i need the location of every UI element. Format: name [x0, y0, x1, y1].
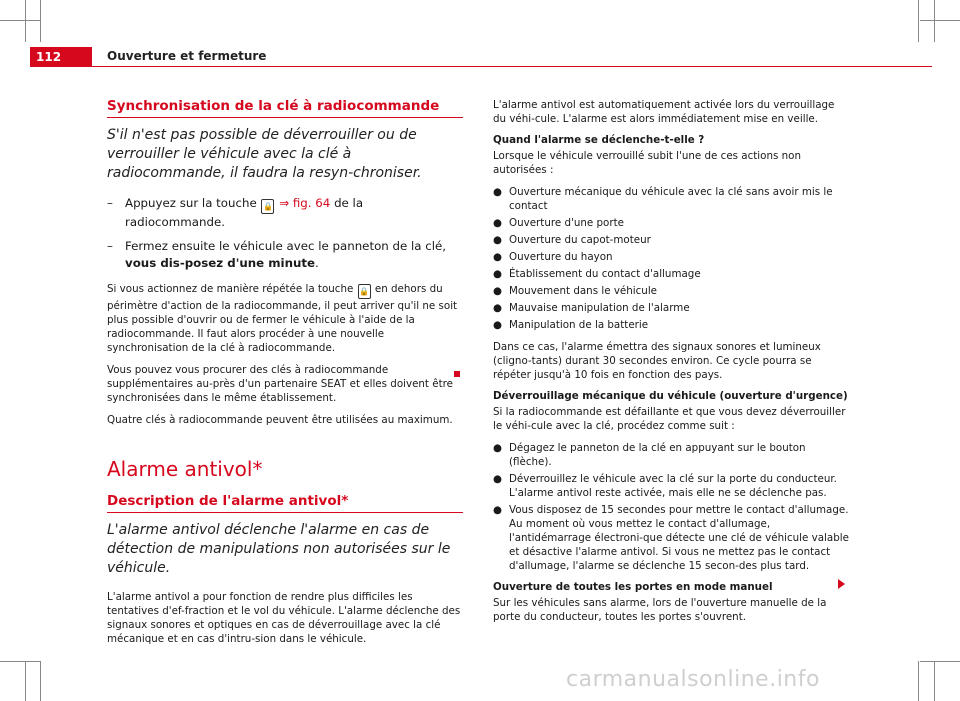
list-item-text: Déverrouillez le véhicule avec la clé sur la porte du conducteur. L'alarme antivol reste activée, mais elle ne se déclenche pas. [509, 473, 837, 499]
crop-mark [0, 20, 40, 21]
bullet-icon: ● [493, 473, 502, 485]
step-item [107, 238, 463, 272]
crop-mark [934, 661, 935, 701]
bullet-icon: ● [493, 302, 502, 314]
list-item [493, 441, 849, 469]
paragraph-part: Si vous actionnez de manière répétée la touche [107, 283, 354, 295]
crop-mark [920, 20, 960, 21]
list-item [493, 301, 849, 315]
step-text-part: Fermez ensuite le véhicule avec le panneton de la clé, [125, 239, 447, 253]
header-rule [92, 66, 932, 67]
right-column [493, 98, 849, 632]
bullet-icon: ● [493, 268, 502, 280]
step-text-part: . [315, 256, 319, 270]
list-item [493, 472, 849, 500]
paragraph: Quatre clés à radiocommande peuvent être utilisées au maximum. [107, 414, 453, 426]
list-item [493, 233, 849, 247]
list-item [493, 185, 849, 213]
list-item-text: Dégagez le panneton de la clé en appuyant sur le bouton (flèche). [509, 442, 806, 468]
paragraph [107, 282, 463, 355]
paragraph: Si la radiocommande est défaillante et que vous devez déverrouiller le véhi-cule avec la clé, procédez comme suit : [493, 406, 846, 432]
crop-mark [40, 0, 41, 42]
section-heading-sync: Synchronisation de la clé à radiocommande [107, 98, 463, 118]
bullet-icon: ● [493, 504, 502, 516]
paragraph: Dans ce cas, l'alarme émettra des signaux sonores et lumineux (cligno-tants) durant 30 secondes environ. Ce cycle pourra se répéter jusqu'à 10 fois en fonction des pays. [493, 341, 821, 381]
list-item-text: Ouverture du capot-moteur [509, 234, 651, 246]
subheading: Déverrouillage mécanique du véhicule (ouverture d'urgence) [493, 390, 848, 402]
lock-key-icon: 🔒 [358, 284, 371, 299]
page-header-title: Ouverture et fermeture [107, 49, 267, 63]
crop-mark [25, 0, 26, 42]
lock-key-icon: 🔒 [261, 199, 274, 214]
page-number: 112 [30, 47, 92, 67]
subheading: Quand l'alarme se déclenche-t-elle ? [493, 134, 705, 146]
list-item [493, 318, 849, 332]
watermark-text: carmanualsonline.info [566, 667, 820, 692]
crop-mark [934, 0, 935, 42]
step-text [125, 238, 463, 272]
left-column [107, 98, 463, 654]
crop-mark [918, 661, 919, 701]
paragraph: Vous pouvez vous procurer des clés à radiocommande supplémentaires au-près d'un partenaire SEAT et elles doivent être synchronisées dans le même établissement. [107, 364, 453, 404]
bullet-list [493, 185, 849, 332]
alarm-intro: L'alarme antivol déclenche l'alarme en cas de détection de manipulations non autorisées sur le véhicule. [107, 522, 451, 576]
bullet-icon: ● [493, 442, 502, 454]
bullet-icon: ● [493, 319, 502, 331]
step-text [125, 195, 463, 231]
crop-mark [920, 661, 960, 662]
list-item [493, 284, 849, 298]
paragraph: L'alarme antivol est automatiquement activée lors du verrouillage du véhi-cule. L'alarme est alors immédiatement mise en veille. [493, 99, 835, 125]
dash-marker: – [107, 196, 113, 210]
section-heading-alarm: Description de l'alarme antivol* [107, 493, 463, 513]
subheading: Ouverture de toutes les portes en mode manuel [493, 581, 773, 593]
list-item-text: Ouverture d'une porte [509, 217, 624, 229]
step-text-bold: vous dis-posez d'une minute [125, 256, 316, 270]
crop-mark [918, 0, 919, 42]
section-end-marker [454, 371, 460, 377]
list-item [493, 267, 849, 281]
paragraph-part: en dehors du périmètre d'action de la radiocommande, il peut arriver qu'il ne soit plus possible d'ouvrir ou de fermer le véhicule à l'aide de la radiocommande. Il faut alors procéder à une nouvelle synchronisation de la clé à radiocommande. [107, 283, 458, 354]
continue-arrow-icon [838, 579, 845, 589]
crop-mark [25, 661, 26, 701]
step-text-part: de la radiocommande. [125, 196, 364, 229]
list-item-text: Ouverture mécanique du véhicule avec la clé sans avoir mis le contact [509, 186, 833, 212]
bullet-icon: ● [493, 234, 502, 246]
bullet-icon: ● [493, 217, 502, 229]
step-text-part: Appuyez sur la touche [125, 196, 257, 210]
list-item-text: Mouvement dans le véhicule [509, 285, 658, 297]
bullet-icon: ● [493, 251, 502, 263]
list-item-text: Mauvaise manipulation de l'alarme [509, 302, 690, 314]
figure-reference-link[interactable]: ⇒ fig. 64 [279, 196, 331, 210]
list-item [493, 216, 849, 230]
paragraph: L'alarme antivol a pour fonction de rendre plus difficiles les tentatives d'ef-fraction et le vol du véhicule. L'alarme déclenche des signaux sonores et optiques en cas de déverrouillage avec la clé mécanique et en cas d'intru-sion dans le véhicule. [107, 591, 461, 645]
crop-mark [40, 661, 41, 701]
dash-marker: – [107, 239, 113, 253]
paragraph: Sur les véhicules sans alarme, lors de l'ouverture manuelle de la porte du conducteur, toutes les portes s'ouvrent. [493, 597, 827, 623]
bullet-list [493, 441, 849, 573]
bullet-icon: ● [493, 285, 502, 297]
list-item [493, 250, 849, 264]
chapter-title-alarm: Alarme antivol* [107, 457, 263, 481]
sync-intro: S'il n'est pas possible de déverrouiller ou de verrouiller le véhicule avec la clé à radiocommande, il faudra la resyn-chroniser. [107, 127, 422, 181]
bullet-icon: ● [493, 186, 502, 198]
list-item-text: Manipulation de la batterie [509, 319, 649, 331]
list-item-text: Ouverture du hayon [509, 251, 613, 263]
list-item-text: Vous disposez de 15 secondes pour mettre le contact d'allumage. Au moment où vous mettez le contact d'allumage, l'antidémarrage électroni-que détecte une clé de véhicule valable et désactive l'alarme antivol. Si vous ne mettez pas le contact d'allumage, l'alarme se déclenche 15 secon-des plus tard. [509, 504, 849, 572]
paragraph: Lorsque le véhicule verrouillé subit l'une de ces actions non autorisées : [493, 150, 801, 176]
crop-mark [0, 661, 40, 662]
list-item [493, 503, 849, 573]
list-item-text: Établissement du contact d'allumage [509, 268, 701, 280]
step-item [107, 195, 463, 231]
